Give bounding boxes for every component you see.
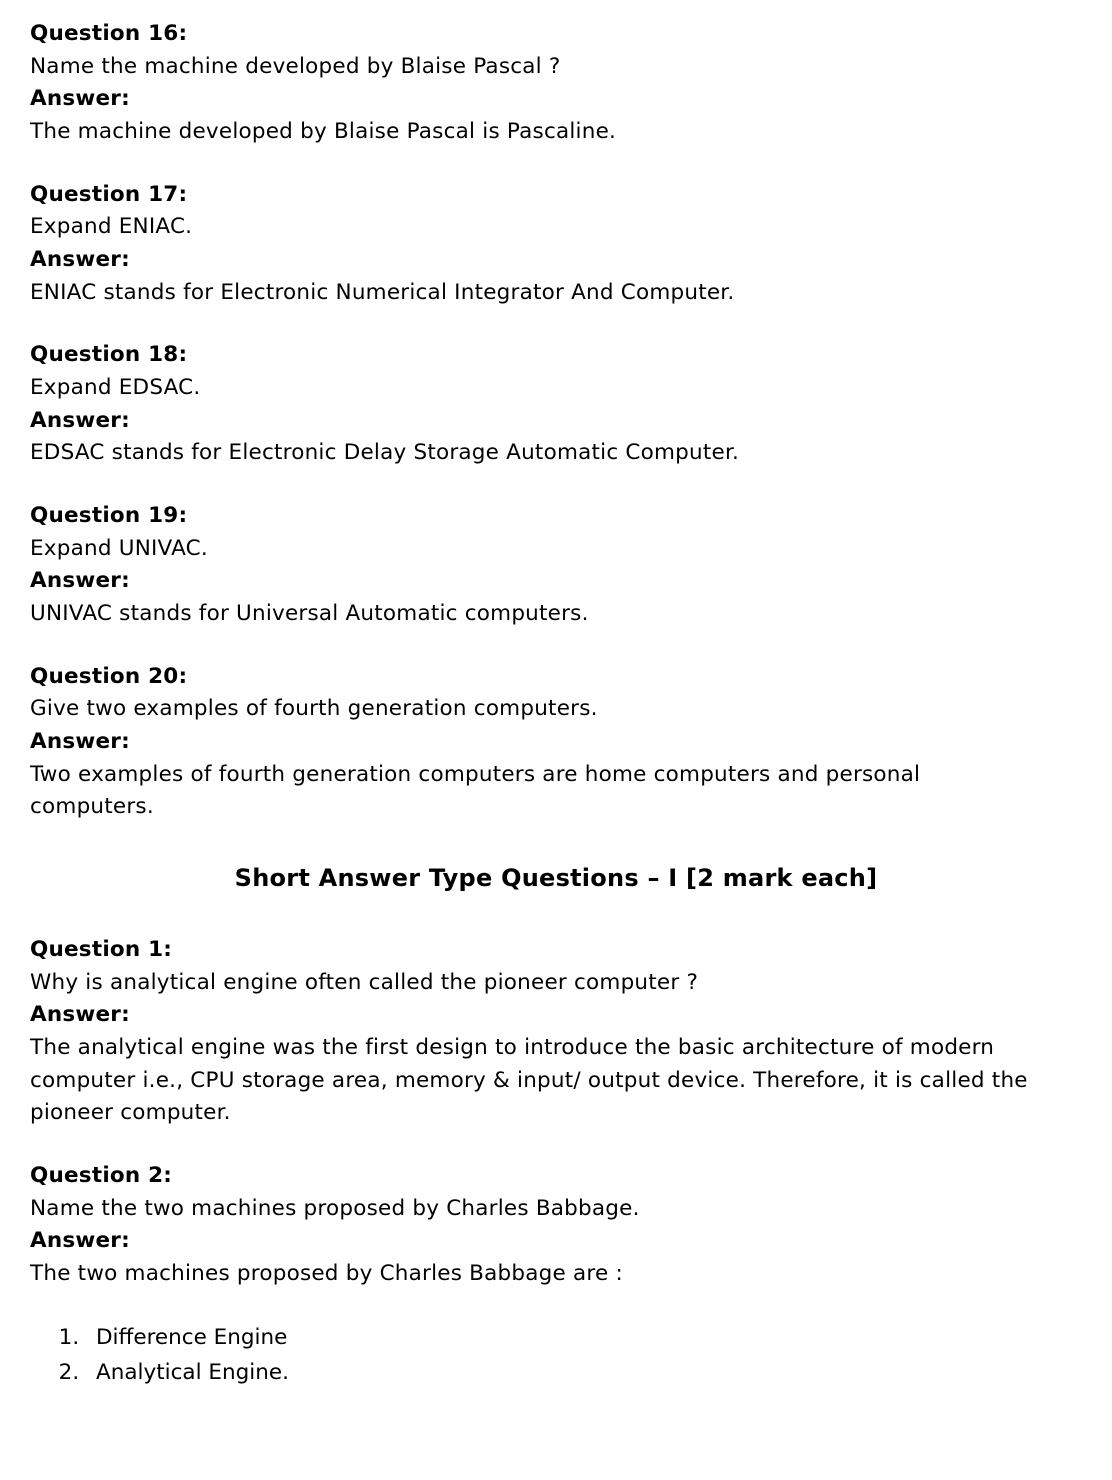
qa-block — [30, 339, 1082, 470]
question-text: Expand ENIAC. — [30, 214, 193, 240]
answer-label: Answer: — [30, 729, 130, 755]
list-item: 2. Analytical Engine. — [86, 1356, 1082, 1391]
question-text: Expand UNIVAC. — [30, 535, 208, 561]
answer-text: The two machines proposed by Charles Babbage are : — [30, 1261, 623, 1287]
answer-label: Answer: — [30, 247, 130, 273]
question-label: Question 18: — [30, 342, 188, 368]
question-label: Question 2: — [30, 1163, 173, 1189]
list-item: 1. Difference Engine — [86, 1321, 1082, 1356]
qa-block — [30, 179, 1082, 310]
question-label: Question 16: — [30, 21, 188, 46]
question-label: Question 19: — [30, 503, 188, 529]
answer-label: Answer: — [30, 86, 130, 112]
question-text: Why is analytical engine often called the pioneer computer ? — [30, 969, 699, 995]
question-label: Question 17: — [30, 181, 188, 207]
answer-text: UNIVAC stands for Universal Automatic computers. — [30, 601, 589, 627]
question-label: Question 20: — [30, 663, 188, 689]
qa-block — [30, 661, 1082, 824]
answer-text: The analytical engine was the first design to introduce the basic architecture of modern computer i.e., CPU storage area, memory & input/ output device. Therefore, it is called the pioneer computer. — [30, 1035, 1028, 1126]
answer-text: Two examples of fourth generation computers are home computers and personal computers. — [30, 761, 921, 820]
answer-text: EDSAC stands for Electronic Delay Storage Automatic Computer. — [30, 440, 740, 466]
answer-label: Answer: — [30, 1002, 130, 1028]
answer-label: Answer: — [30, 1228, 130, 1254]
answer-label: Answer: — [30, 568, 130, 594]
question-label: Question 1: — [30, 937, 173, 963]
answer-text: The machine developed by Blaise Pascal is Pascaline. — [30, 119, 617, 145]
section-heading: Short Answer Type Questions – I [2 mark each] — [234, 864, 878, 893]
answer-label: Answer: — [30, 407, 130, 433]
qa-block — [30, 500, 1082, 631]
question-text: Give two examples of fourth generation computers. — [30, 696, 598, 722]
answer-text: ENIAC stands for Electronic Numerical Integrator And Computer. — [30, 279, 735, 305]
qa-block — [30, 1160, 1082, 1390]
question-text: Expand EDSAC. — [30, 375, 201, 401]
question-text: Name the two machines proposed by Charles Babbage. — [30, 1195, 640, 1221]
qa-block — [30, 18, 1082, 149]
qa-block — [30, 934, 1082, 1130]
answer-list — [30, 1321, 1082, 1391]
question-text: Name the machine developed by Blaise Pascal ? — [30, 53, 561, 79]
